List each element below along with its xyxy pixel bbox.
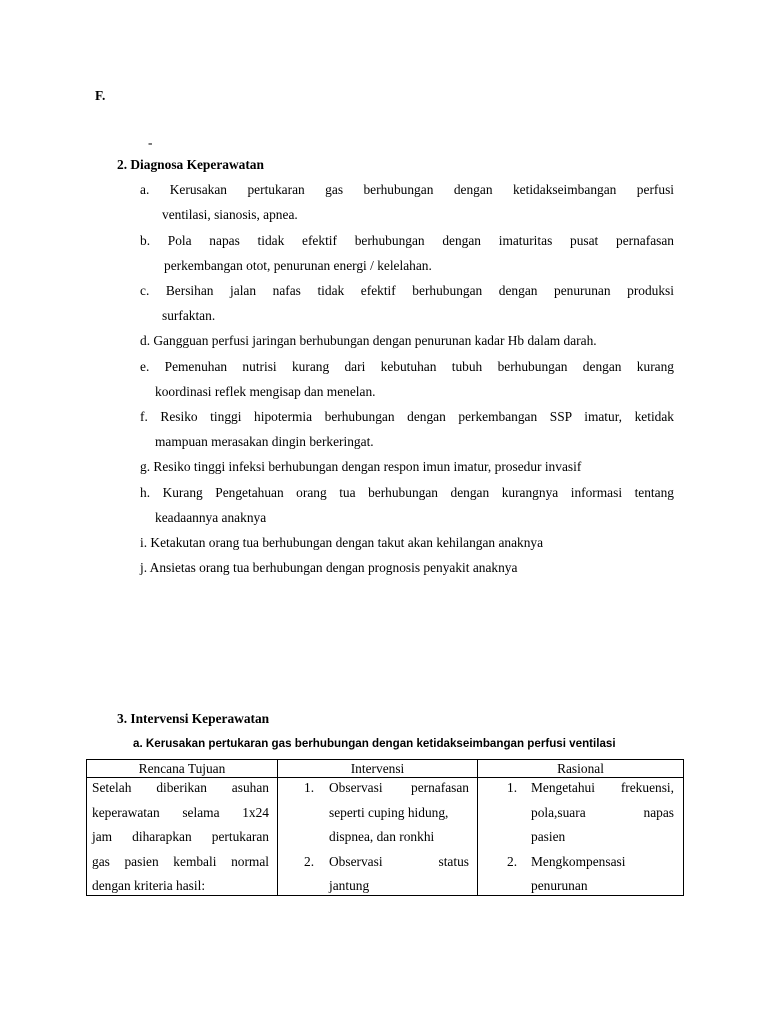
rationale-line: pasien: [531, 829, 566, 844]
intervention-line: seperti cuping hidung,: [329, 805, 449, 820]
rationale-number: 1.: [507, 780, 518, 795]
rationale-line: pola,suara napas: [531, 805, 674, 820]
diagnosis-item-j: j. Ansietas orang tua berhubungan dengan prognosis penyakit anaknya: [140, 560, 518, 575]
intervention-line: Observasi pernafasan: [329, 780, 469, 795]
diagnosis-item-h: h. Kurang Pengetahuan orang tua berhubungan dengan kurangnya informasi tentang: [140, 485, 674, 500]
intervention-heading: 3. Intervensi Keperawatan: [117, 711, 270, 726]
intervention-number: 1.: [304, 780, 315, 795]
cell-rasional: [478, 778, 684, 896]
diagnosis-heading: 2. Diagnosa Keperawatan: [117, 157, 264, 172]
rationale-line: Mengetahui frekuensi,: [531, 780, 674, 795]
intervention-line: Observasi status: [329, 854, 469, 869]
goal-line: jam diharapkan pertukaran: [92, 829, 269, 844]
intervention-line: jantung: [329, 878, 370, 893]
diagnosis-item-b-cont: perkembangan otot, penurunan energi / kelelahan.: [164, 258, 432, 273]
intervention-line: dispnea, dan ronkhi: [329, 829, 435, 844]
intervention-number: 2.: [304, 854, 315, 869]
table-row: [87, 778, 684, 896]
diagnosis-item-f-cont: mampuan merasakan dingin berkeringat.: [155, 434, 374, 449]
diagnosis-item-c-cont: surfaktan.: [162, 308, 216, 323]
diagnosis-item-a: a. Kerusakan pertukaran gas berhubungan dengan ketidakseimbangan perfusi: [140, 182, 674, 197]
column-header-rencana-tujuan: Rencana Tujuan: [87, 760, 278, 778]
column-header-rasional: Rasional: [478, 760, 684, 778]
rationale-number: 2.: [507, 854, 518, 869]
rationale-line: Mengkompensasi: [531, 854, 626, 869]
diagnosis-item-b: b. Pola napas tidak efektif berhubungan dengan imaturitas pusat pernafasan: [140, 233, 674, 248]
rationale-line: penurunan: [531, 878, 588, 893]
table-header-row: [87, 760, 684, 778]
cell-rencana-tujuan: [87, 778, 278, 896]
diagnosis-item-g: g. Resiko tinggi infeksi berhubungan dengan respon imun imatur, prosedur invasif: [140, 459, 582, 474]
diagnosis-item-c: c. Bersihan jalan nafas tidak efektif berhubungan dengan penurunan produksi: [140, 283, 674, 298]
cell-intervensi: [278, 778, 478, 896]
diagnosis-item-f: f. Resiko tinggi hipotermia berhubungan dengan perkembangan SSP imatur, ketidak: [140, 409, 674, 424]
diagnosis-item-a-cont: ventilasi, sianosis, apnea.: [162, 207, 298, 222]
diagnosis-item-h-cont: keadaannya anaknya: [155, 510, 267, 525]
intervention-table: [86, 759, 684, 896]
goal-line: keperawatan selama 1x24: [92, 805, 269, 820]
section-letter: F.: [95, 88, 106, 103]
diagnosis-item-e: e. Pemenuhan nutrisi kurang dari kebutuhan tubuh berhubungan dengan kurang: [140, 359, 674, 374]
goal-line: Setelah diberikan asuhan: [92, 780, 269, 795]
goal-line: dengan kriteria hasil:: [92, 878, 206, 893]
intervention-subheading: a. Kerusakan pertukaran gas berhubungan dengan ketidakseimbangan perfusi ventilasi: [133, 737, 616, 750]
diagnosis-item-e-cont: koordinasi reflek mengisap dan menelan.: [155, 384, 376, 399]
diagnosis-item-i: i. Ketakutan orang tua berhubungan dengan takut akan kehilangan anaknya: [140, 535, 544, 550]
goal-line: gas pasien kembali normal: [92, 854, 269, 869]
diagnosis-item-d: d. Gangguan perfusi jaringan berhubungan dengan penurunan kadar Hb dalam darah.: [140, 333, 597, 348]
column-header-intervensi: Intervensi: [278, 760, 478, 778]
stray-dash: -: [148, 135, 153, 150]
